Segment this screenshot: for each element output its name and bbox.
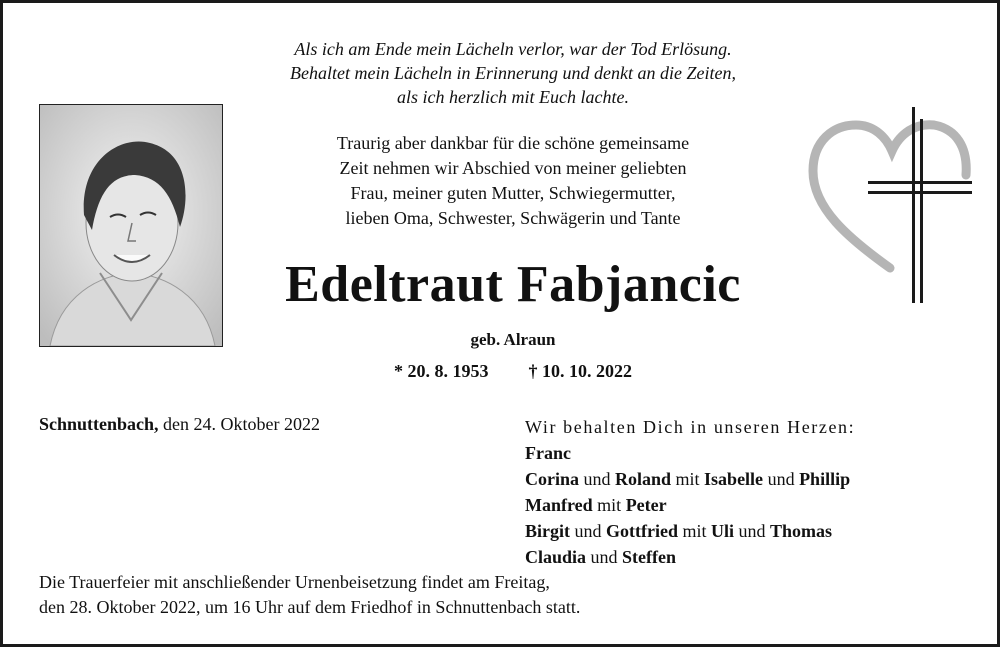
service-line: Die Trauerfeier mit anschließender Urnenbeisetzung findet am Freitag, [39,572,550,592]
mourner-name: Franc [525,443,571,463]
connector: mit [592,495,626,515]
mourners-line [525,492,975,518]
poem-line: Als ich am Ende mein Lächeln verlor, war der Tod Erlösung. [294,39,732,59]
mourners-line [525,518,975,544]
mourner-name: Claudia [525,547,587,567]
connector: und [734,521,771,541]
intro-text [233,131,793,231]
connector: mit [671,469,705,489]
mourner-name: Roland [615,469,672,489]
place-and-date [39,414,320,435]
notice-date: den 24. Oktober 2022 [158,414,321,434]
mourners-line [525,440,975,466]
mourner-name: Manfred [525,495,593,515]
deceased-name: Edeltraut Fabjancic [285,256,741,313]
mourner-name: Isabelle [704,469,764,489]
mourner-name: Peter [625,495,667,515]
mourner-name: Phillip [799,469,851,489]
service-line: den 28. Oktober 2022, um 16 Uhr auf dem Friedhof in Schnuttenbach statt. [39,597,581,617]
connector: und [586,547,623,567]
mourner-name: Uli [711,521,735,541]
mourners-heading: Wir behalten Dich in unseren Herzen: [525,417,856,437]
mourner-name: Corina [525,469,579,489]
intro-line: Zeit nehmen wir Abschied von meiner geliebten [339,158,687,178]
life-dates [343,361,683,382]
connector: und [763,469,800,489]
mourner-name: Thomas [770,521,833,541]
mourner-name: Steffen [622,547,677,567]
intro-line: Traurig aber dankbar für die schöne gemeinsame [336,133,690,153]
poem [203,37,823,109]
mourners-line [525,544,975,570]
funeral-service-info [39,570,969,620]
intro-line: Frau, meiner guten Mutter, Schwiegermutter, [350,183,676,203]
mourners-line [525,466,975,492]
death-date: † 10. 10. 2022 [528,361,632,381]
connector: und [579,469,615,489]
maiden-name: geb. Alraun [470,330,556,349]
birth-date: * 20. 8. 1953 [394,361,489,381]
poem-line: als ich herzlich mit Euch lachte. [397,87,629,107]
mourner-name: Birgit [525,521,570,541]
intro-line: lieben Oma, Schwester, Schwägerin und Tante [345,208,681,228]
connector: mit [677,521,711,541]
connector: und [570,521,606,541]
place: Schnuttenbach, [39,414,159,434]
mourner-name: Gottfried [606,521,678,541]
poem-line: Behaltet mein Lächeln in Erinnerung und denkt an die Zeiten, [290,63,736,83]
mourners-list [525,414,975,570]
